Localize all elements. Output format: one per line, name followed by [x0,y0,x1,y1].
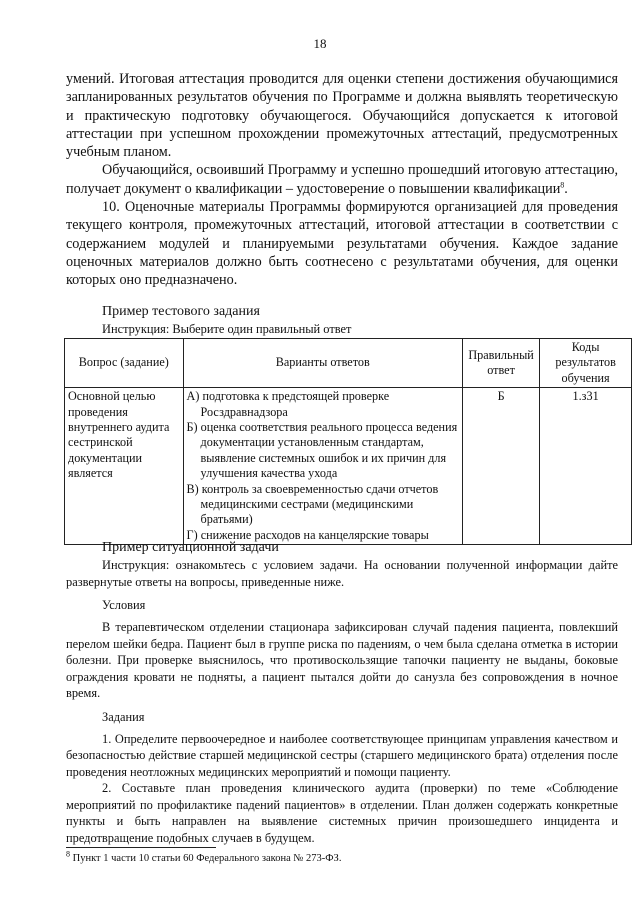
test-table [64,338,632,545]
intro-section [66,70,618,290]
table-row [65,388,632,545]
page-number: 18 [313,36,327,51]
paragraph-qualification-end: . [564,180,568,197]
option-c: В) контроль за своевременностью сдачи отчетов медицинскими сестрами (медицинскими братьями) [186,481,439,527]
paragraph-qualification-text: Обучающийся, освоивший Программу и успешно прошедший итоговую аттестацию, получает документ о квалификации – удостоверение о повышении квалификации [66,162,618,197]
header-question: Вопрос (задание) [65,339,184,388]
paragraph-assessment-materials: 10. Оценочные материалы Программы формируются организацией для проведения текущего контроля, промежуточных аттестаций, итоговой аттестации в соответствии с содержанием модулей и планируемыми результатами обучения. Каждое задание оценочных материалов должно быть соотнесено с результатами обучения, для оценки которых оно предназначено. [66,199,618,289]
footnote [66,849,342,864]
test-table-wrapper [64,338,632,545]
option-d: Г) снижение расходов на канцелярские товары [186,527,429,542]
footnote-ref: 8 [560,180,565,190]
conditions-label: Условия [102,598,146,612]
option-b: Б) оценка соответствия реального процесса ведения документации установленным стандартам, выявление системных ошибок и их причин для улучшения качества ухода [186,420,458,481]
header-codes: Коды результатов обучения [540,339,632,388]
situational-title: Пример ситуационной задачи [102,540,279,555]
cell-code: 1.з31 [540,388,632,545]
footnote-mark: 8 [66,849,70,859]
cell-correct: Б [462,388,539,545]
footnote-divider [66,847,216,848]
footnote-text: Пункт 1 части 10 статьи 60 Федерального закона № 273-ФЗ. [70,853,342,864]
conditions-text: В терапевтическом отделении стационара зафиксирован случай падения пациента, повлекший перелом шейки бедра. Пациент был в группе риска по падениям, о чем была сделана отметка в истории болезни. При проверке выяснилось, что противоскользящие тапочки пациенту не выданы, боковые ограждения кровати не подняты, а пациент пытался дойти до санузла без сопровождения в ночное время. [66,620,618,700]
cell-options [183,388,462,545]
situational-section [66,539,618,846]
test-example-header [66,303,618,338]
cell-question: Основной целью проведения внутреннего аудита сестринской документации является [65,388,184,545]
paragraph-qualification [66,161,618,198]
task-1: 1. Определите первоочередное и наиболее соответствующее принципам управления качеством и безопасностью действие старшей медицинской сестры (старшего медицинского брата) отделения после проведения неотложных медицинских мероприятий и помощи пациенту. [66,731,618,779]
option-a: А) подготовка к предстоящей проверке Росздравнадзора [186,389,390,419]
test-example-title: Пример тестового задания [102,304,260,319]
table-header-row [65,339,632,388]
paragraph-attestation: умений. Итоговая аттестация проводится для оценки степени достижения обучающимися запланированных результатов обучения по Программе и должна выявлять теоретическую и практическую подготовку обучающегося. Обучающийся допускается к итоговой аттестации при успешном прохождении промежуточных аттестаций, предусмотренных учебным планом. [66,71,618,161]
task-2: 2. Составьте план проведения клинического аудита (проверки) по теме «Соблюдение мероприятий по профилактике падений пациентов» в отделении. План должен содержать конкретные пункты и быть направлен на выявление системных причин произошедшего инцидента и предотвращение подобных случаев в будущем. [66,781,618,845]
situational-instruction: Инструкция: ознакомьтесь с условием задачи. На основании полученной информации дайте развернутые ответы на вопросы, приведенные ниже. [66,558,618,589]
header-correct: Правильный ответ [462,339,539,388]
tasks-label: Задания [102,709,145,724]
header-options: Варианты ответов [183,339,462,388]
test-instruction: Инструкция: Выберите один правильный ответ [102,322,352,336]
